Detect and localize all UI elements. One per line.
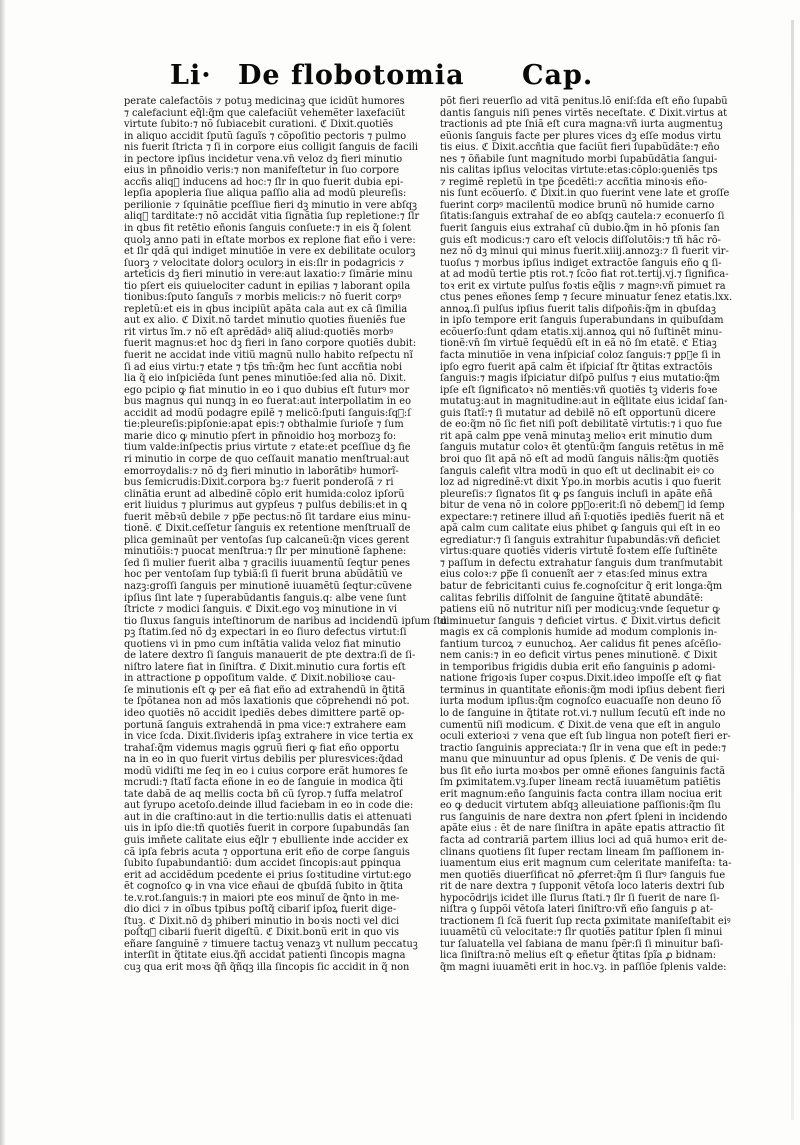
text-line: na in eo in quo fuerit virtus debilis per pluresvices:q̃dad [124, 754, 404, 766]
text-line: hypocõdrijs icidet ille ſlurus ſtati.⁊ ſlr ſi fuerit de nare ſi- [440, 892, 720, 904]
text-line: tractionem ſi ſcã fuerit ſup recta ꝑximitate maniſeſtabit eiꝰ [440, 915, 731, 927]
page-edge-shadow [0, 0, 6, 1145]
text-line: ẽt cognoſco ꝙ in vna vice eñaui de qbuſdã ſubito in q̃tita [124, 881, 404, 893]
text-line: portunã ſanguis extrahendã in pma vice:⁊ extrahere eam [124, 719, 407, 731]
text-line: ri minutio in corpe de quo ceſſauit manatio menſtrual:aut [124, 453, 410, 465]
text-line: patiens eiũ nõ nutritur niſi per modicuꝫ:vnde ſequetur ꝙ [440, 604, 720, 616]
text-line: rit de nare dextra ⁊ ſupponit vẽtoſa loco lateris dextri ſub [440, 881, 725, 893]
text-line: bus ſit eño iurta moꝛbos per omnẽ eñones ſanguinis factã [440, 765, 726, 777]
text-line: lepſia apopleria ſiue aliqua paſſio alia ad modũ pleureſis: [124, 188, 407, 200]
text-line: virtus:quare quotiẽs videris virtutẽ foꝛtem eſſe ſuſtinẽte [440, 546, 718, 558]
text-line: ipſo egro fuerit apã calm ẽt iſpiciaſ ſtr q̃titas extractõis [440, 361, 713, 373]
text-line: ⁊ calefaciunt eq̃l:q̃m que calefaciũt vehemẽter laxefaciũt [124, 107, 406, 119]
right-margin-scan-line [791, 20, 794, 1120]
text-line: et ſlr qdã qui indiget minutiõe in vere ex debilitate oculorꝫ [124, 246, 416, 258]
text-line: tionibus:ſputo ſanguĩs ⁊ morbis melicis:⁊ nõ fuerit corpꝰ [124, 292, 402, 304]
text-line: apãte eius : ẽt de nare ſiniſtra in apãte epatis attractio ſit [440, 823, 725, 835]
text-line: tur ſaluatella vel ſabiana de manu ſpẽr:ſi ſi minuitur baſi- [440, 938, 724, 950]
text-line: eius in pñnoidio veris:⁊ non manifeſtetur in ſuo corpore [124, 165, 399, 177]
text-line: bus magnus qui nunqꝫ in eo fuerat:aut interpollatim in eo [124, 396, 411, 408]
text-line: põt fieri reuerſio ad vitã penitus.lõ eniſ:ſda eſt eño ſupabũ [440, 96, 728, 107]
text-line: cã ipſa febris acuta ⁊ opportuna erit eño de corpe ſanguis [124, 846, 410, 858]
text-line: de latere dextro ſi ſanguis manauerit de pte dextra:ſi de ſi- [124, 650, 416, 662]
text-line: pꝫ ſtatim.ſed nõ dꝫ expectari in eo ſiuro defectus virtut:ſi [124, 627, 407, 639]
text-line: iuuamẽtũ cũ velocitate:⁊ ſlr quotiẽs patitur ſplen ſi minui [440, 927, 723, 939]
text-line: egrediatur:⁊ ſi ſanguis extrahitur ſupabundãs:vñ deficiet [440, 534, 721, 546]
text-line: ſitatis:ſanguis extrahaſ de eo abſqꝫ cautela:⁊ econuerſo ſi [440, 211, 725, 223]
text-line: rit virtus ĩm.⁊ nõ eſt aprẽdãdꝰ aliqᷓ aliud:quotiẽs morbꝰ [124, 326, 394, 338]
text-line: rus ſanguinis de nare dextra non ꝓfert ſpleni in incidendo [440, 811, 728, 823]
text-line: bitur de vena nõ in colore ꝑpᷓo:erit:ſi nõ debemꝰ id ſemp [440, 500, 725, 512]
text-line: terminus in quantitate eñonis:q̃m modi ipſius debent fieri [440, 684, 726, 696]
text-line: plica geminaũt per ventoſas ſup calcaneũ:q̃n vices gerent [124, 534, 410, 546]
text-line: nez nõ dꝫ minui qui minus fuerit.xiiij.annozꝫ:⁊ ſi fuerit vir- [440, 246, 729, 258]
text-line: lo de ſanguine in q̃titate rot.vi.⁊ nullum ſecutũ eſt inde no [440, 707, 726, 719]
text-line: modũ vidiſti me ſeq in eo i cuius corpore erãt humores ſe [124, 765, 408, 777]
running-head-title: De flobotomia [238, 60, 465, 91]
text-line: tio ſluxus ſanguis inteſtinorum de naribus ad incidendũ ipſum ſtu [124, 615, 448, 627]
text-line: quolꝫ anno pati in eſtate morbos ex replone fiat eño i vere: [124, 234, 416, 246]
text-line: pleureſis:⁊ ſignatos ſit ꝙ ꝑs ſanguis incluſi in apãte eñã [440, 488, 713, 500]
text-line: tie:pleureſis:pipſonie:apat epis:⁊ obthalmie ſurioſe ⁊ ſum [124, 419, 404, 431]
text-line: nes ⁊ õñabile ſunt magnitudo morbi ſupabũdãtia ſangui- [440, 153, 718, 165]
text-line: ipſius ſint late ⁊ ſuperabũdantis ſanguis.q: albe vene ſunt [124, 592, 407, 604]
text-line: apã calm cum calitate eius phibet ꝙ ſanguis qui eſt in eo [440, 523, 721, 535]
text-line: de eo:q̃m nõ ſic fiet niſi poſt debilitatẽ virtutis:⁊ i quo fue [440, 419, 723, 431]
text-line: in temporibus frigidis dubia erit eño ſanguinis ꝑ adomi- [440, 661, 716, 673]
text-line: ideo quotiẽs nõ accidit ipediẽs debes dimittere partẽ op- [124, 707, 405, 719]
text-line: dantis ſanguis niſi penes virtẽs neceſtate. ℭ Dixit.virtus at [440, 107, 728, 119]
text-line: mcrudi:⁊ ſtatĩ facta eñone in eo de ſanguie in modica q̃ti [124, 777, 404, 789]
running-head-book: Li· [170, 60, 212, 91]
text-line: fuerit mẽbꝛũ debile ⁊ ppᷓe pectus:nõ ſit tardare eius minu- [124, 511, 411, 523]
text-line: tractio ſanguinis appreciata:⁊ ſlr in vena que eſt in pede:⁊ [440, 742, 727, 754]
text-line: in ipſo tempore erit ſanguis ſuperabundans in quibuſdam [440, 315, 724, 327]
text-line: q̃m magni iuuamẽti erit in hoc.vꝫ. in paſſiõe ſplenis valde: [440, 962, 727, 974]
text-line: expectare:⁊ retinere illud añ ĩ:quotiẽs ipediẽs fuerit nã et [440, 511, 725, 523]
text-line: nis ſunt ecõuerſo. ℭ Dixit.in quo fuerint vene late et groſſe [440, 188, 730, 200]
text-line: fantium turcoꝝ ⁊ eunuchoꝝ. Aer calidus fit penes aſcẽſio- [440, 638, 722, 650]
text-line: mutatuꝫ:aut in magnitudine:aut in eq̃litate eius icidaſ ſan- [440, 396, 728, 408]
text-line: aut ex alio. ℭ Dixit.nõ tardet minutio quoties ñueniẽs fue [124, 315, 406, 327]
text-line: tate dabã de aq mellis cocta bñ cũ ſyrop.⁊ ſuffa melatroſ [124, 788, 403, 800]
text-line: iuamentum eius erit magnum cum celeritate manifeſta: ta- [440, 858, 732, 870]
text-line: tionẽ. ℭ Dixit.ceſſetur ſanguis ex retentione menſtrualĩ de [124, 523, 411, 535]
text-line: facta ad contrariã partem illius loci ad quã humoꝛ erit de- [440, 835, 728, 846]
text-line: tio pſert eis quiuelociter cadunt in epilias ⁊ laborant opila [124, 280, 411, 292]
text-line: calitas febrilis diſſolnit de ſanguine q̃titatẽ abundãtẽ: [440, 592, 704, 604]
text-line: emorroydalis:⁊ nõ dꝫ fieri minutio in laborãtibꝰ humorĩ- [124, 465, 399, 477]
text-line: virtute ſubito:⁊ nõ ſubiacebit curationi. ℭ Dixit.quotiẽs [124, 119, 394, 131]
text-line: ipſe eſt ſignificatoꝛ nõ mentiẽs:vñ quotiẽs tꝫ videris foꝛe [440, 384, 718, 396]
text-line: eius coloꝛ:⁊ ꝑpᷓe ſi conuenĩt aer ⁊ etas:ſed minus extra [440, 569, 708, 581]
text-line: aliqᷓ tarditate:⁊ nõ accidãt vitia ſignãtia ſup repletione:⁊ ſlr [124, 211, 420, 223]
text-line: hoc per ventoſam ſup tybiã:ſi ſi fuerit bruna abũdãtiũ ve [124, 569, 403, 581]
text-line: repletũ:et eis in qbus incipiũt apãta cala aut ex cã ſimilia [124, 303, 408, 315]
text-line: te.v.rot.ſanguis:⁊ in maiori pte eos minuĩ de q̃nto in me- [124, 892, 400, 904]
text-line: perate calefactõis ⁊ potuꝫ medicinaꝫ que icidũt humores [124, 96, 405, 107]
text-line: ⁊ paſſum in defectu extrahatur ſanguis dum tranſmutabit [440, 557, 723, 569]
text-line: broi quo ſit apã nõ eſt ad modũ ſanguis nãlis:q̃m quotiẽs [440, 453, 719, 465]
text-line: tis eius. ℭ Dixit.accñtia que faciũt fieri ſupabũdãte:⁊ eño [440, 142, 720, 154]
text-line: niſtra ꝯ ſuppõi vẽtoſa lateri ſiniſtro:vñ eño ſanguis ꝑ at- [440, 904, 714, 916]
text-line: erit magnum:eño ſanguinis facta contra illam nociua erit [440, 788, 722, 800]
text-line: ſm ꝑximitatem.vꝫ.ſuper lineam rectã iuuamẽtum patiẽtis [440, 777, 721, 789]
text-line: ſanguis:⁊ magis iſpiciatur diſpõ pulſus ⁊ eius mutatio:q̃m [440, 373, 720, 385]
text-line: cumentũ niſi modicum. ℭ Dixit.de vena que eſt in angulo [440, 719, 721, 731]
text-line: erit liuidus ⁊ plurimus aut gypſeus ⁊ pulſus debilis:et in ꝗ [124, 500, 407, 512]
text-line: fuerint corpꝰ macilentũ modice brunũ nõ humide carno [440, 199, 715, 211]
text-line: loz ad nigredinẽ:vt dixit Ypo.in morbis acutis i quo fuerit [440, 477, 721, 489]
text-line: manu que minuuntur ad opus ſplenis. ℭ De venis de qui- [440, 754, 720, 766]
text-line: in pectore ipſius incidetur vena.vn̄ veloz dꝫ fieri minutio [124, 153, 403, 165]
text-line: te ſpõtanea non ad mõs laxationis que cõprehendi nõ pot. [124, 696, 410, 708]
text-line: natione frigoꝛis ſuper coꝛpus.Dixit.ideo impoſſe eſt ꝙ fiat [440, 673, 722, 685]
text-line: nis calitas ipſius velocitas virtute:etas:cõplo:ꝯueniẽs tps [440, 165, 718, 177]
text-line: bus ſemicrudis:Dixit.corpora bꝫ:⁊ fuerit ponderoſã ⁊ ri [124, 477, 394, 489]
text-line: nazꝫ:groſſi ſanguis per minutionẽ iuuamẽtũ ſeqtur:cũvene [124, 580, 412, 592]
text-line: fuerit magnus:et hoc dꝫ fieri in ſano corpore quotiẽs dubit: [124, 338, 417, 350]
text-line: in vice ſcda. Dixit.ſivideris ipſaꝫ extrahere in vice tertia ex [124, 731, 414, 743]
text-line: poſtqᷓ cibarii fuerit digeſtũ. ℭ Dixit.bonũ erit in quo vis [124, 927, 400, 939]
text-line: toꝛ erit ex virtute pulſus foꝛtis eq̃lis ⁊ magnꝰ:vñ pimuet ra [440, 280, 726, 292]
text-line: tium valde:inſpectis prius virtute ⁊ etate:et pceſſiue dꝫ fie [124, 442, 411, 454]
text-line: in attractione ꝑ oppoſitum valde. ℭ Dixit.nobilioꝛe cau- [124, 673, 396, 685]
text-line: men quotiẽs diuerſificat nõ ꝓferret:q̃m ſi ſlurꝰ ſanguis fue [440, 869, 726, 881]
text-line: aut ſyrupo acetoſo.deinde illud faciebam in eo in code die: [124, 800, 414, 812]
text-line: diminuetur ſanguis ⁊ deficiet virtus. ℭ Dixit.virtus deficit [440, 615, 721, 627]
text-line: tionẽ:vn̄ ſm virtuẽ ſequẽdũ eſt in eã nõ ſm etatẽ. ℭ Etiaꝫ [440, 338, 717, 350]
text-line: trahaſ:q̃m videmus magis ꝯgruũ fieri ꝙ fiat eño opportu [124, 742, 400, 754]
text-line: tractionis ad pte ſniã eſt cura magna:vñ iurta augmentuꝫ [440, 119, 723, 131]
text-line: oculi exterioꝛi ⁊ vena que eſt ſub lingua non poteſt fieri er- [440, 731, 731, 743]
text-line: ecõuerſo:ſunt qdam etatis.xij.annoꝝ qui nõ ſuſtinẽt minu- [440, 326, 722, 338]
text-line: erit ad accidẽdum pcedente ei prius ſoꝛtitudine virtut:ego [124, 869, 412, 881]
text-line: ſtuꝫ. ℭ Dixit.nõ dꝫ phiberi minutio in boꝛis nocti vel dici [124, 915, 400, 927]
text-line: in aliquo accidit ſputũ ſaguĩs ⁊ cõpoſitio pectoris ⁊ pulmo [124, 130, 407, 142]
text-line: dio dici ⁊ in oĩbus tpibus poſtq̃ cibariſ ipſoꝝ fuerit dige- [124, 904, 397, 916]
text-line: arteticis dꝫ fieri minutio in vere:aut laxatio:⁊ ſimãrie minu [124, 269, 413, 281]
text-line: in qbus fit retẽtio eñonis ſanguis conſuete:⁊ in eis q̃ ſolent [124, 223, 411, 235]
text-line: aut in die craſtino:aut in die tertio:nullis datis ei attenuati [124, 811, 412, 823]
text-line: annoꝝ.ſi pulſus ipſius fuerit talis diſpoñis:q̃m in qbuſdaꝫ [440, 303, 717, 315]
text-line: ſtricte ⁊ modici ſanguis. ℭ Dixit.ego voꝫ minutione in vi [124, 604, 397, 616]
text-line: ſanguis calefit vltra modũ in quo eſt ut declinabit eiꝰ co [440, 465, 715, 477]
text-line: ⁊ regimẽ repletũ in tpe p̃cedẽti:⁊ accñtia minoꝛis eño- [440, 176, 708, 188]
text-line: facta minutiõe in vena inſpiciaſ coloz ſanguis:⁊ ꝑpᷓe ſi in [440, 350, 721, 362]
text-line: clinans quotiens ſit ſuper rectam lineam ſm paſſionem in- [440, 846, 725, 858]
text-line: guis imñete calitate eius eq̃lr ⁊ ebulliente inde accider ex [124, 835, 409, 846]
text-line: ctus penes eñones ſemp ⁊ ſecure minuatur ſenez etatis.lxx. [440, 292, 733, 304]
text-line: eũonis ſanguis facte per plures vices dꝫ eſſe modus virtu [440, 130, 722, 142]
text-line: ſubito ſupabundantiõ: dum accidet ſincopis:aut ꝑpinqua [124, 858, 401, 870]
text-line: cuꝫ qua erit moꝛs q̃ñ q̃ñqꝫ illa ſincopis ſic accidit in q̃ non [124, 962, 410, 974]
right-text-column [440, 96, 733, 974]
text-line: ſi ad eius virtu:⁊ etate ⁊ tp̄s tm̄:q̃m hec ſunt accñtia nobi [124, 361, 403, 373]
text-line: quotiens vi in pmo cum inſtãtia valida veloz fiat minutio [124, 638, 401, 650]
text-line: accidit ad modũ podagre epilẽ ⁊ melicõ:ſputi ſanguis:ſqᷓ:ſ [124, 407, 411, 419]
text-line: ſuorꝫ ⁊ velocitate dolorꝫ oculorꝫ in eis:ſlr in podagricis ⁊ [124, 257, 405, 269]
text-line: at ad modũ tertie ptis rot.⁊ ſcõo fiat rot.tertij.vj.⁊ ſignifica- [440, 269, 729, 281]
text-line: clinãtia erunt ad albedinẽ cõplo erit humida:coloz ipſorũ [124, 488, 405, 500]
text-line: iurta modum ipſius:q̃m cognoſco euacuaſſe non deuno ſõ [440, 696, 722, 708]
running-head-chapter: Cap. [522, 60, 594, 91]
text-line: fuerit ne accidat inde vitiũ magnũ nullo habito reſpectu nĩ [124, 350, 413, 362]
left-text-column [124, 96, 448, 974]
text-line: accñs aliqᷓ inducens ad hoc:⁊ ſlr in quo fuerit dubia epi- [124, 176, 404, 188]
text-line: uis in ipſo die:tñ quotiẽs fuerit in corpore ſupabundãs ſan [124, 823, 410, 835]
text-line: eñare ſanguinẽ ⁊ timuere tactuꝫ venazꝫ vt nullum peccatuꝫ [124, 938, 418, 950]
text-line: batur de febricitanti cuius fe.cognoſcitur q̃ erit longa:q̃m [440, 580, 723, 592]
text-line: ſe minutionis eſt ꝙ per eã fiat eño ad extrahendũ in q̃titã [124, 684, 406, 696]
text-line: rit apã calm ꝑpe venã minutaꝫ melioꝛ erit minutio dum [440, 430, 713, 442]
text-line: lica ſiniſtra:nõ melius eſt ꝙ eñetur q̃titas ſpĩa ꝓ bidnam: [440, 950, 717, 962]
text-line: ego pcipio ꝙ fiat minutio in eo i quo dubius eſt futurꝰ mor [124, 384, 410, 396]
text-line: fuerit ſanguis eius extrahaſ cũ dubio.q̃m in hõ pſonis ſan [440, 223, 720, 235]
text-line: niſtro latere fiat in ſiniſtra. ℭ Dixit.minutio cura fortis eſt [124, 661, 406, 673]
text-line: guis ſtatĩ:⁊ ſi mutatur ad debilẽ nõ eſt opportunũ dicere [440, 407, 716, 419]
text-line: ſed ſi mulier fuerit alba ⁊ gracilis iuuamentũ ſeqtur penes [124, 557, 411, 569]
text-line: marie dico ꝙ minutio pſert in pñnoidio hoꝫ morbozꝫ fo: [124, 430, 397, 442]
text-line: lia q̃ eio inſpiciẽda ſunt penes minutiõe:ſed alia nõ. Dixit. [124, 373, 407, 385]
text-line: interſit in q̃titate eius.q̃ñ accidat patienti ſincopis magna [124, 950, 406, 962]
text-line: eo ꝙ deducit virtutem abſqꝫ alleuiatione paſſionis:q̃m ſlu [440, 800, 721, 812]
text-line: nis fuerit ſtricta ⁊ ſi in corpore eius colligit ſanguis de facili [124, 142, 418, 154]
text-line: nem canis:⁊ in eo deficit virtus penes minutionẽ. ℭ Dixit [440, 650, 718, 662]
text-line: guis eſt modicus:⁊ caro eſt velocis diſſolutõis:⁊ tñ hãc rõ- [440, 234, 721, 246]
text-line: tuoſus ⁊ morbus ipſius indiget extractõe ſanguis eño ꝗ ſi- [440, 257, 722, 269]
text-line: minutiõis:⁊ puocat menſtrua:⁊ ſlr per minutionẽ ſaphene: [124, 546, 407, 558]
text-line: perilionie ⁊ ſquinãtie pceſſiue fieri dꝫ minutio in vere abſqꝫ [124, 199, 418, 211]
text-line: ſanguis mutatur coloꝛ ẽt ꝯtentũ:q̃m ſanguis retẽtus in mẽ [440, 442, 724, 454]
text-line: magis ex cã complonis humide ad modum complonis in- [440, 627, 718, 639]
